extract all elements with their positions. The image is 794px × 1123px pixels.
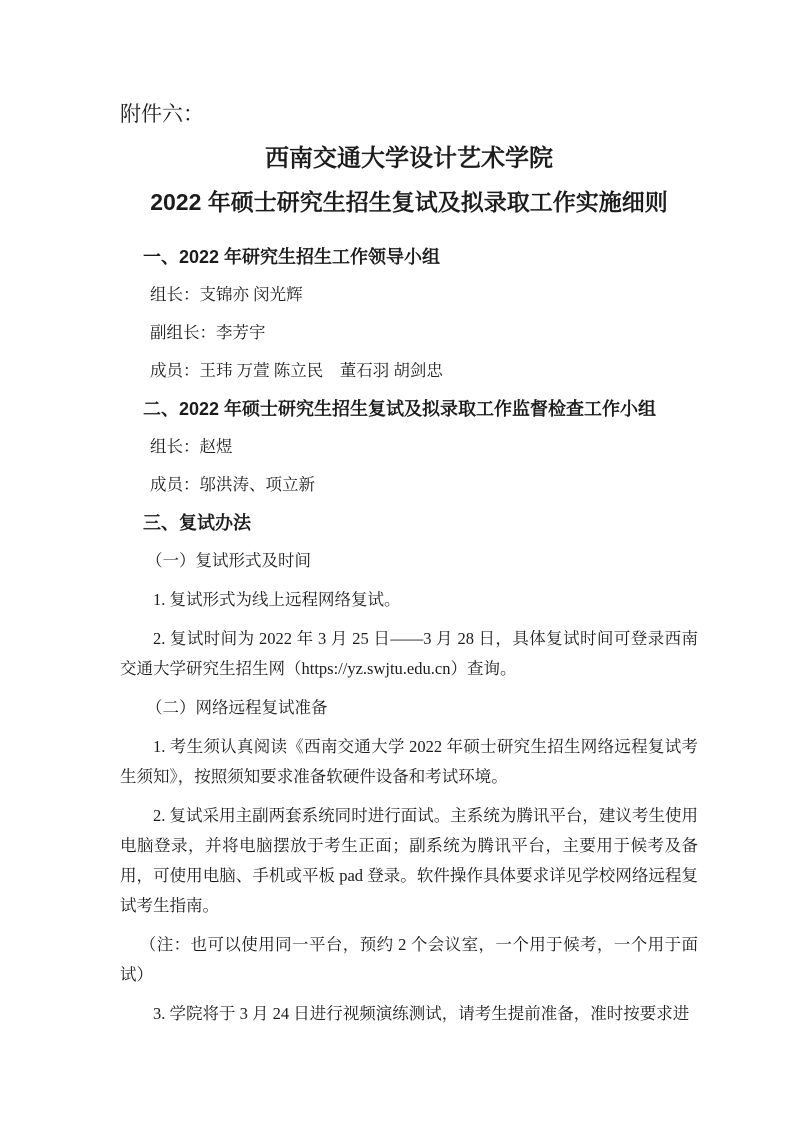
section-review-method	[120, 508, 698, 1029]
subheading-review-form-time: （一）复试形式及时间	[146, 551, 311, 570]
section-heading-supervision: 二、2022 年硕士研究生招生复试及拟录取工作监督检查工作小组	[143, 399, 657, 419]
para-read-notice: 1. 考生须认真阅读《西南交通大学 2022 年硕士研究生招生网络远程复试考生须知》，按照须知要求准备软硬件设备和考试环境。	[120, 737, 698, 786]
section-supervision-group	[120, 394, 698, 500]
para-review-time: 2. 复试时间为 2022 年 3 月 25 日——3 月 28 日，具体复试时间可登录西南交通大学研究生招生网（https://yz.swjtu.edu.cn）查询。	[120, 629, 698, 678]
section-leadership-group	[120, 242, 698, 386]
document-title-line1: 西南交通大学设计艺术学院	[265, 145, 553, 172]
supervision-members-line: 成员：邬洪涛、项立新	[150, 475, 315, 494]
para-platform-note: （注：也可以使用同一平台，预约 2 个会议室，一个用于候考，一个用于面试）	[120, 935, 698, 984]
supervision-leader-line: 组长：赵煜	[150, 437, 233, 456]
subheading-remote-preparation: （二）网络远程复试准备	[146, 698, 328, 717]
para-dual-system: 2. 复试采用主副两套系统同时进行面试。主系统为腾讯平台，建议考生使用电脑登录，并将电脑摆放于考生正面；副系统为腾讯平台，主要用于候考及备用，可使用电脑、手机或平板 pad 登录。软件操作具体要求详见学校网络远程复试考生指南。	[120, 806, 698, 915]
document-title-line2: 2022 年硕士研究生招生复试及拟录取工作实施细则	[150, 189, 668, 215]
leadership-deputy-line: 副组长：李芳宇	[150, 323, 266, 342]
section-heading-leadership: 一、2022 年研究生招生工作领导小组	[143, 247, 441, 267]
section-heading-review-method: 三、复试办法	[143, 513, 251, 533]
leadership-members-line: 成员：王玮 万萱 陈立民 董石羽 胡剑忠	[150, 361, 443, 380]
leadership-leader-line: 组长：支锦亦 闵光辉	[150, 285, 303, 304]
para-video-rehearsal: 3. 学院将于 3 月 24 日进行视频演练测试，请考生提前准备，准时按要求进	[153, 1004, 690, 1023]
attachment-label: 附件六：	[120, 102, 204, 126]
para-review-form: 1. 复试形式为线上远程网络复试。	[153, 590, 401, 609]
